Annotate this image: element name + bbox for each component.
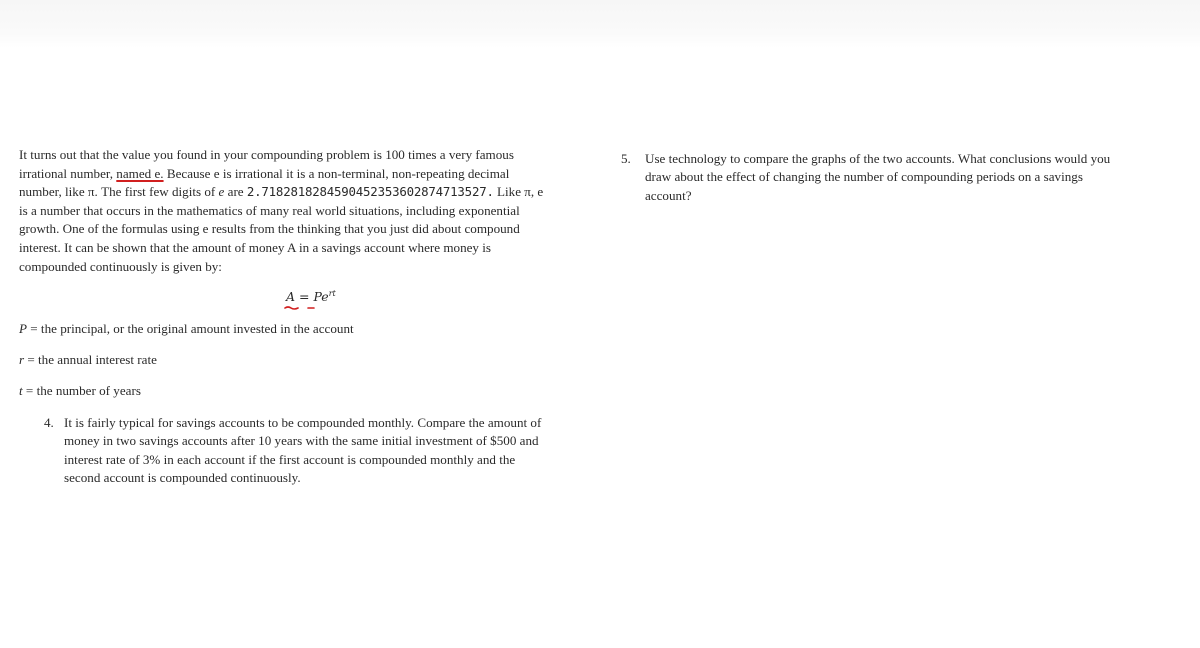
question-4-number: 4. (44, 415, 54, 430)
question-5-number: 5. (621, 151, 631, 166)
question-5-line-1 (621, 150, 1110, 168)
definition-r (19, 352, 157, 368)
intro-line-2 (19, 165, 619, 184)
intro-line-1: It turns out that the value you found in your compounding problem is 100 times a very famous (19, 147, 514, 162)
intro-line-7: compounded continuously is given by: (19, 258, 222, 274)
formula-lhs: A (286, 289, 296, 305)
definition-t-var: t (19, 383, 23, 398)
intro-line-3 (19, 183, 619, 202)
named-e-annotated: named e. (116, 165, 164, 181)
question-4-line-3: interest rate of 3% in each account if the first account is compounded monthly and the (64, 451, 516, 467)
intro-line-2-start: irrational number, (19, 165, 114, 181)
question-5-line-2: draw about the effect of changing the number of compounding periods on a savings (645, 169, 1083, 185)
formula-eq: = (295, 289, 314, 305)
question-4 (44, 414, 541, 487)
continuous-compounding-formula (286, 289, 336, 304)
question-4-line-1 (44, 414, 541, 432)
formula-base: Pe (313, 289, 329, 305)
intro-line-3-are: are (224, 184, 247, 200)
intro-line-6: interest. It can be shown that the amount of money A in a savings account where money is (19, 239, 491, 255)
question-5-line-3: account? (645, 187, 692, 203)
intro-paragraph (19, 146, 619, 276)
definition-r-text: = the annual interest rate (24, 352, 157, 367)
question-5-text-1: Use technology to compare the graphs of the two accounts. What conclusions would you (645, 151, 1111, 166)
question-4-text-1: It is fairly typical for savings accounts to be compounded monthly. Compare the amount of (64, 415, 542, 430)
e-digits: 2.7182818284590452353602874713527. (246, 184, 494, 200)
e-symbol: e (218, 184, 225, 200)
pen-underline-marks (284, 305, 324, 315)
definition-t (19, 383, 141, 399)
top-blur-band (0, 0, 1200, 48)
intro-line-4: is a number that occurs in the mathematics of many real world situations, including exponential (19, 202, 520, 218)
intro-line-3-start: number, like π. The first few digits of (19, 184, 219, 200)
question-4-line-4: second account is compounded continuously. (64, 469, 301, 485)
question-4-line-2: money in two savings accounts after 10 years with the same initial investment of $500 and (64, 433, 539, 449)
definition-r-var: r (19, 352, 25, 367)
definition-p-text: = the principal, or the original amount invested in the account (27, 321, 354, 336)
definition-p (19, 321, 354, 337)
definition-p-var: P (19, 321, 27, 336)
definition-t-text: = the number of years (22, 383, 141, 398)
intro-line-5: growth. One of the formulas using e results from the thinking that you just did about compound (19, 221, 520, 237)
formula-exponent: rt (328, 289, 336, 298)
intro-line-3-tail: Like π, e (493, 184, 544, 200)
intro-line-2-rest: Because e is irrational it is a non-terminal, non-repeating decimal (163, 165, 510, 181)
question-5 (621, 150, 1110, 205)
